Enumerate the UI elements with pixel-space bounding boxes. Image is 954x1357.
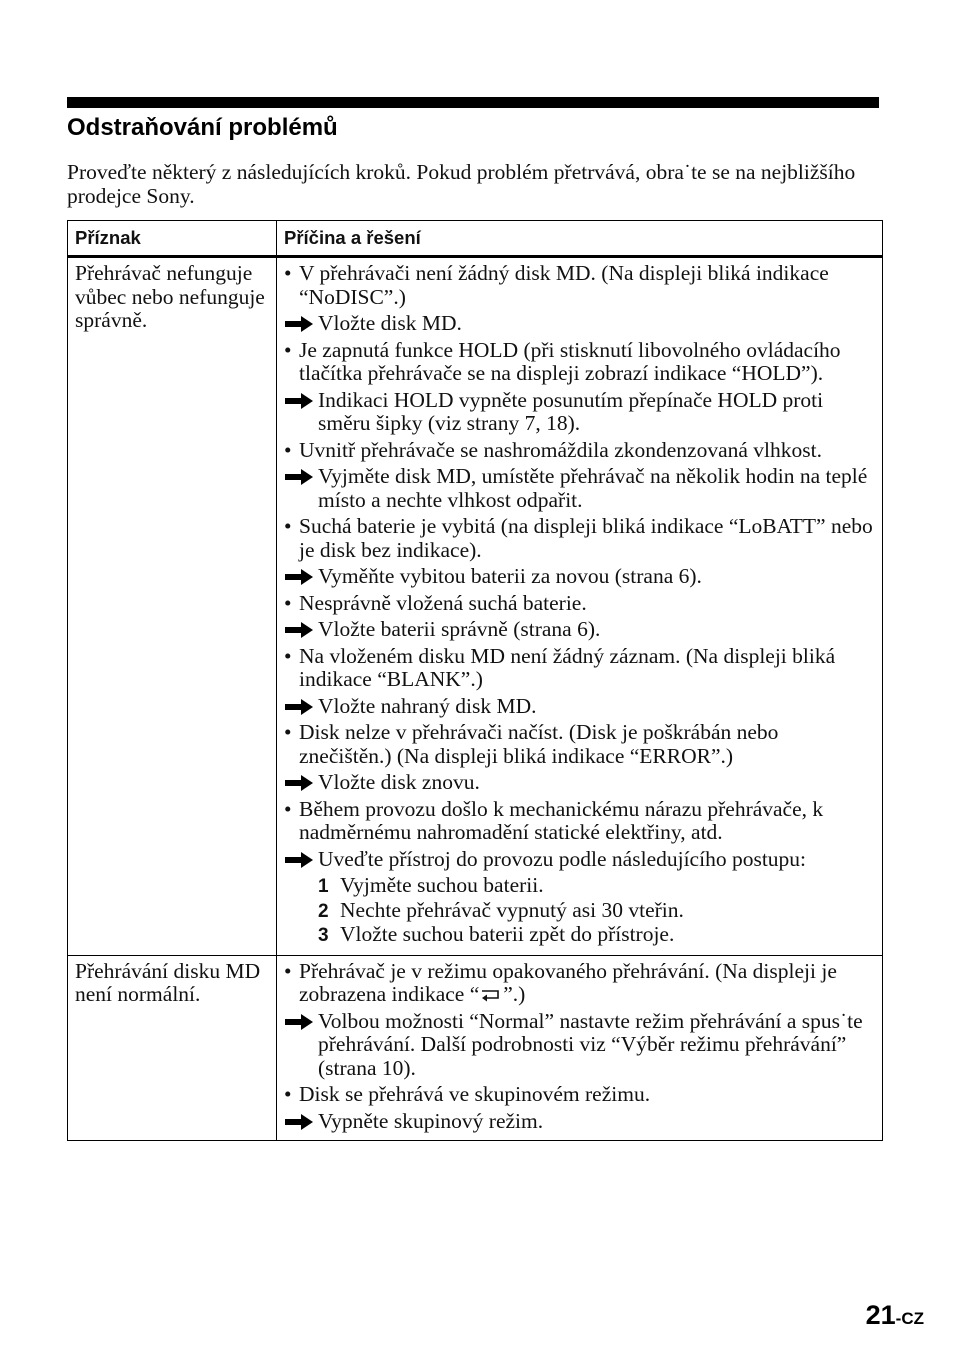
cause-text: Disk se přehrává ve skupinovém režimu.	[299, 1082, 651, 1106]
solution-item	[284, 771, 876, 795]
bullet: •	[284, 337, 292, 362]
page-title: Odstraňování problémů	[67, 114, 338, 141]
table-header-row	[68, 221, 883, 257]
symptom-cell: Přehrávač nefunguje vůbec nebo nefunguje správně.	[68, 257, 277, 956]
arrow-right-icon	[284, 698, 314, 716]
bullet: •	[284, 261, 292, 285]
bullet: •	[284, 958, 292, 983]
solution-text: Vložte disk znovu.	[318, 770, 480, 794]
step-text: Vyjměte suchou baterii.	[340, 873, 544, 897]
bullet: •	[284, 720, 292, 744]
page-number-suffix: -CZ	[895, 1309, 924, 1328]
cause-text: Je zapnutá funkce HOLD (při stisknutí libovolného ovládacího tlačítka přehrávače se na displeji zobrazí indikace “HOLD”).	[299, 337, 841, 385]
solution-text: Vložte disk MD.	[318, 311, 462, 335]
page-number	[866, 1300, 924, 1331]
cause-item	[284, 960, 876, 1007]
repeat-icon	[479, 988, 503, 1002]
solution-item	[284, 695, 876, 719]
cause-item	[284, 1083, 876, 1107]
solution-item	[284, 465, 876, 512]
arrow-right-icon	[284, 1113, 314, 1131]
step-text: Vložte suchou baterii zpět do přístroje.	[340, 922, 675, 946]
solution-item	[284, 1110, 876, 1134]
causes-cell	[277, 257, 883, 956]
arrow-right-icon	[284, 621, 314, 639]
arrow-right-icon	[284, 774, 314, 792]
header-symptom: Příznak	[68, 221, 277, 257]
steps-list	[284, 874, 876, 948]
bullet: •	[284, 643, 292, 668]
arrow-right-icon	[284, 468, 314, 486]
solution-item	[284, 1010, 876, 1081]
bullet: •	[284, 796, 292, 821]
symptom-cell: Přehrávání disku MD není normální.	[68, 955, 277, 1141]
cause-text: Přehrávač je v režimu opakovaného přehrávání. (Na displeji je zobrazena indikace “	[299, 958, 837, 1006]
arrow-right-icon	[284, 315, 314, 333]
solution-text: Volbou možnosti “Normal” nastavte režim přehrávání a spus˙te přehrávání. Další podrobnosti viz “Výběr režimu přehrávání” (strana 10).	[318, 1008, 863, 1080]
table-row	[68, 257, 883, 956]
arrow-right-icon	[284, 851, 314, 869]
arrow-right-icon	[284, 392, 314, 410]
solution-text: Vložte nahraný disk MD.	[318, 693, 537, 718]
header-cause-solution: Příčina a řešení	[277, 221, 883, 257]
cause-item	[284, 592, 876, 616]
solution-text: Vložte baterii správně (strana 6).	[318, 617, 601, 641]
solution-text: Vyměňte vybitou baterii za novou (strana 6).	[318, 564, 702, 588]
cause-text: Uvnitř přehrávače se nashromáždila zkondenzovaná vlhkost.	[299, 437, 822, 462]
step-item	[318, 923, 876, 948]
solution-item	[284, 618, 876, 642]
cause-text: Nesprávně vložená suchá baterie.	[299, 590, 587, 615]
cause-text: Během provozu došlo k mechanickému nárazu přehrávače, k nadměrnému nahromadění statické elektřiny, atd.	[299, 796, 824, 844]
solution-item	[284, 848, 876, 872]
cause-item	[284, 439, 876, 463]
cause-item	[284, 645, 876, 692]
step-item	[318, 874, 876, 899]
solution-text: Indikaci HOLD vypněte posunutím přepínače HOLD proti směru šipky (viz strany 7, 18).	[318, 387, 824, 435]
solution-item	[284, 565, 876, 589]
cause-text: V přehrávači není žádný disk MD. (Na displeji bliká indikace “NoDISC”.)	[299, 261, 829, 309]
bullet: •	[284, 437, 292, 462]
arrow-right-icon	[284, 1013, 314, 1031]
cause-text: Disk nelze v přehrávači načíst. (Disk je poškrábán nebo znečištěn.) (Na displeji bliká indikace “ERROR”.)	[299, 720, 779, 768]
step-item	[318, 899, 876, 924]
table-row	[68, 955, 883, 1141]
bullet: •	[284, 1082, 292, 1106]
cause-item	[284, 798, 876, 845]
cause-text: Suchá baterie je vybitá (na displeji bliká indikace “LoBATT” nebo je disk bez indikace).	[299, 514, 873, 562]
solution-text: Vyjměte disk MD, umístěte přehrávač na několik hodin na teplé místo a nechte vlhkost odpařit.	[318, 464, 868, 512]
cause-text: Na vloženém disku MD není žádný záznam. (Na displeji bliká indikace “BLANK”.)	[299, 643, 836, 691]
cause-item	[284, 262, 876, 309]
troubleshooting-table	[67, 220, 883, 1141]
bullet: •	[284, 514, 292, 538]
step-text: Nechte přehrávač vypnutý asi 30 vteřin.	[340, 897, 684, 922]
solution-text: Uveďte přístroj do provozu podle následujícího postupu:	[318, 846, 807, 871]
header-rule	[67, 97, 879, 108]
step-number: 1	[318, 876, 329, 897]
page-number-value: 21	[865, 1300, 896, 1330]
intro-paragraph: Proveďte některý z následujících kroků. Pokud problém přetrvává, obra˙te se na nejbližšího prodejce Sony.	[67, 160, 856, 208]
causes-cell	[277, 955, 883, 1141]
solution-item	[284, 312, 876, 336]
solution-text: Vypněte skupinový režim.	[318, 1108, 544, 1133]
step-number: 2	[318, 900, 329, 922]
cause-item	[284, 339, 876, 386]
cause-item	[284, 515, 876, 562]
bullet: •	[284, 590, 292, 615]
cause-item	[284, 721, 876, 768]
cause-text-end: ”.)	[503, 982, 526, 1006]
step-number: 3	[318, 925, 329, 946]
arrow-right-icon	[284, 568, 314, 586]
solution-item	[284, 389, 876, 436]
